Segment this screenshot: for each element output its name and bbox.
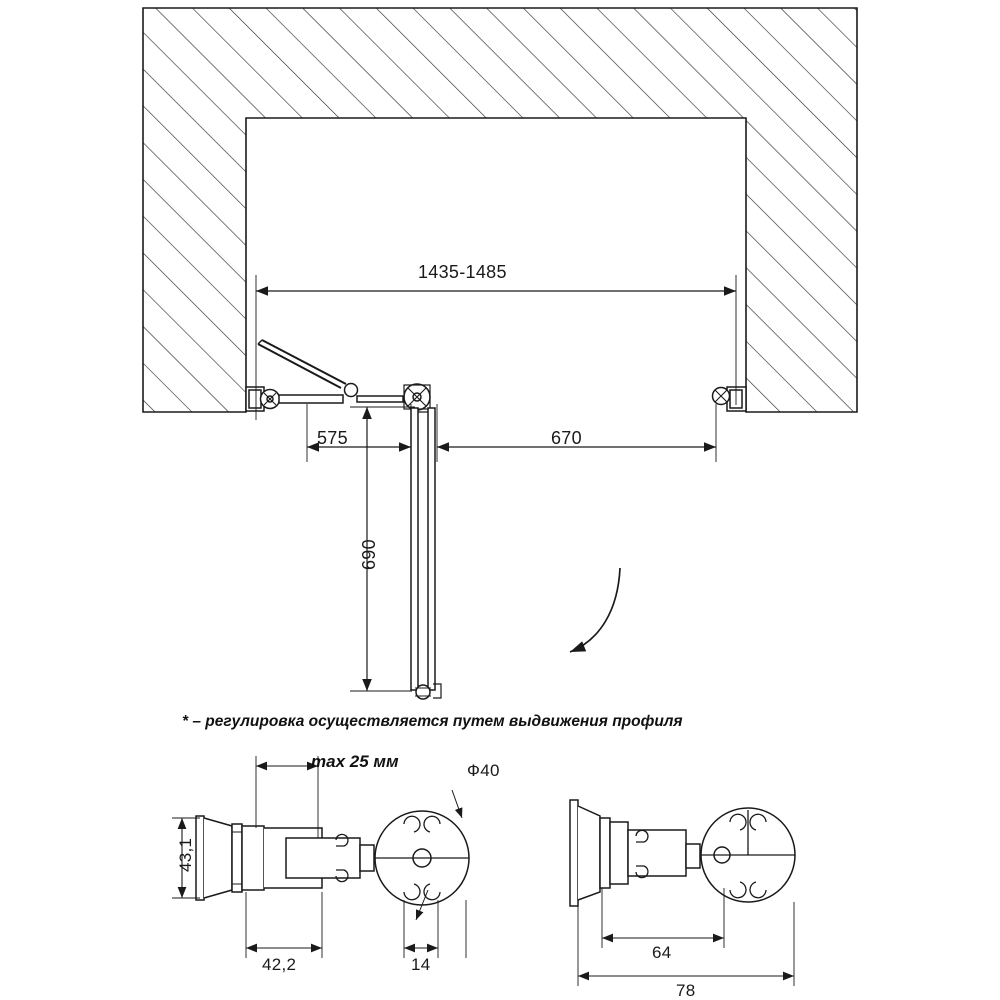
detail-right-dimensions — [578, 888, 794, 986]
dimension-label-right-segment: 670 — [551, 428, 582, 448]
detail-right-hinge-section — [570, 800, 795, 906]
dimension-label-door-leaf-depth: 690 — [359, 539, 379, 570]
dimension-label-overall-width: 1435-1485 — [418, 262, 507, 282]
dimension-label-inner-width: 64 — [652, 943, 672, 962]
dimension-label-profile-width: 42,2 — [262, 955, 297, 974]
dimension-label-outer-width: 78 — [676, 981, 696, 1000]
dimension-label-profile-height: 43,1 — [176, 837, 195, 872]
dimension-label-left-segment: 575 — [317, 428, 348, 448]
dimension-label-glass-offset: 14 — [411, 955, 431, 974]
dimension-label-adjust-max: max 25 мм — [311, 752, 399, 771]
adjustment-note: * – регулировка осуществляется путем выдвижения профиля — [182, 713, 683, 730]
dimension-label-hinge-diameter: Ф40 — [467, 761, 500, 780]
